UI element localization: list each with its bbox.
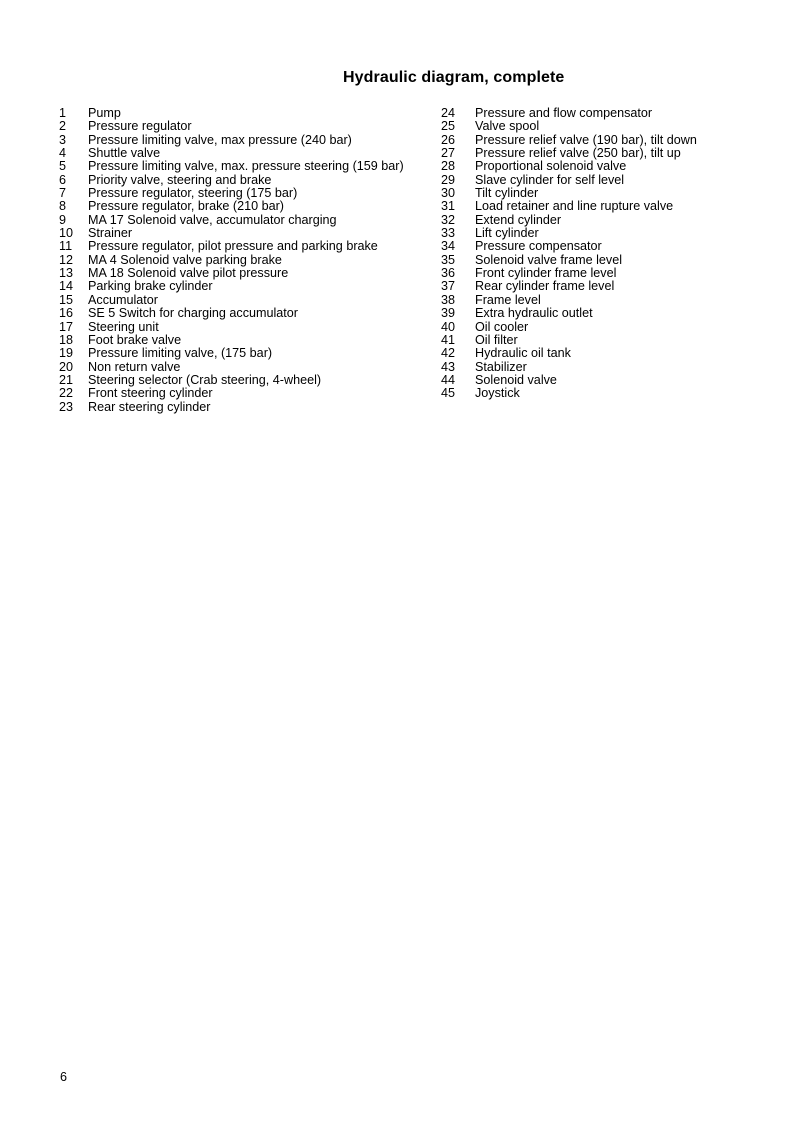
legend-item-label: Steering unit [88, 319, 159, 334]
legend-item-number: 16 [59, 306, 74, 321]
legend-item-number: 2 [59, 119, 67, 134]
legend-item [59, 240, 404, 253]
legend-item [441, 294, 697, 307]
legend-item-label: Slave cylinder for self level [475, 172, 625, 187]
legend-item [441, 187, 697, 200]
legend-item-number: 39 [441, 306, 456, 321]
legend-item-number: 32 [441, 212, 456, 227]
legend-item [59, 107, 404, 120]
legend-item [441, 214, 697, 227]
legend-item [59, 147, 404, 160]
legend-item-label: MA 4 Solenoid valve parking brake [88, 252, 282, 267]
legend-item-label: Extra hydraulic outlet [475, 306, 593, 321]
legend-item-label: Lift cylinder [475, 226, 539, 241]
legend-item [441, 387, 697, 400]
legend-item-number: 30 [441, 186, 456, 201]
legend-item-label: Valve spool [475, 119, 540, 134]
legend-item-number: 5 [59, 159, 67, 174]
legend-item [441, 240, 697, 253]
legend-item-label: MA 17 Solenoid valve, accumulator charging [88, 212, 337, 227]
legend-item [59, 267, 404, 280]
legend-item-label: Frame level [475, 292, 541, 307]
legend-item-label: MA 18 Solenoid valve pilot pressure [88, 266, 289, 281]
legend-item [59, 334, 404, 347]
legend-item-number: 9 [59, 212, 67, 227]
legend-item-label: Pressure limiting valve, max pressure (240 bar) [88, 132, 352, 147]
legend-item-label: Pressure compensator [475, 239, 602, 254]
legend-item [59, 361, 404, 374]
legend-item-number: 19 [59, 346, 74, 361]
legend-item-label: Pump [88, 106, 121, 120]
legend-item-number: 17 [59, 319, 74, 334]
legend-item-number: 38 [441, 292, 456, 307]
legend-item [59, 321, 404, 334]
legend-item-number: 29 [441, 172, 456, 187]
legend-item [441, 361, 697, 374]
legend-item-number: 7 [59, 186, 67, 201]
legend-item-label: Rear cylinder frame level [475, 279, 615, 294]
legend-item [441, 374, 697, 387]
legend-item-number: 20 [59, 359, 74, 374]
legend-item-number: 6 [59, 172, 67, 187]
legend-item-number: 35 [441, 252, 456, 267]
legend-item [441, 200, 697, 213]
legend-item [59, 174, 404, 187]
legend-item-label: Pressure regulator, brake (210 bar) [88, 199, 285, 214]
legend-item [59, 374, 404, 387]
legend-item [441, 307, 697, 320]
legend-item-label: Solenoid valve [475, 372, 557, 387]
legend-item-label: SE 5 Switch for charging accumulator [88, 306, 298, 321]
legend-item [59, 200, 404, 213]
legend-item-number: 1 [59, 106, 67, 120]
legend-item [59, 294, 404, 307]
legend-item-label: Pressure limiting valve, (175 bar) [88, 346, 273, 361]
legend-item [59, 134, 404, 147]
legend-item-number: 42 [441, 346, 456, 361]
legend-item [441, 347, 697, 360]
legend-item [441, 120, 697, 133]
legend-item-number: 34 [441, 239, 456, 254]
legend-item-label: Solenoid valve frame level [475, 252, 623, 267]
legend-item-label: Steering selector (Crab steering, 4-wheel) [88, 372, 322, 387]
legend-item [59, 227, 404, 240]
legend-item [59, 307, 404, 320]
legend-item-label: Pressure and flow compensator [475, 106, 653, 120]
legend-item-number: 23 [59, 399, 74, 414]
legend-item-number: 12 [59, 252, 74, 267]
legend-item-number: 33 [441, 226, 456, 241]
legend-item [441, 321, 697, 334]
legend-item-number: 41 [441, 332, 456, 347]
legend-item-number: 43 [441, 359, 456, 374]
legend-item-label: Joystick [475, 386, 520, 401]
legend-item-number: 21 [59, 372, 74, 387]
page-title: Hydraulic diagram, complete [343, 69, 565, 86]
legend-item-number: 13 [59, 266, 74, 281]
legend-item-label: Shuttle valve [88, 146, 161, 161]
legend-item-number: 24 [441, 106, 456, 120]
legend-item-label: Pressure regulator [88, 119, 192, 134]
legend-item-label: Stabilizer [475, 359, 527, 374]
legend-item-label: Hydraulic oil tank [475, 346, 571, 361]
page-number: 6 [60, 1070, 68, 1084]
legend-item-label: Rear steering cylinder [88, 399, 211, 414]
legend-item-label: Priority valve, steering and brake [88, 172, 272, 187]
legend-list-left [59, 107, 404, 414]
legend-item [441, 254, 697, 267]
legend-item [441, 147, 697, 160]
legend-item-label: Pressure relief valve (190 bar), tilt down [475, 132, 697, 147]
legend-item [441, 227, 697, 240]
legend-item-number: 36 [441, 266, 456, 281]
legend-item-number: 11 [59, 239, 73, 254]
legend-item-label: Proportional solenoid valve [475, 159, 627, 174]
legend-item [59, 160, 404, 173]
legend-item-number: 10 [59, 226, 74, 241]
legend-item-label: Pressure regulator, pilot pressure and parking brake [88, 239, 378, 254]
legend-item-label: Foot brake valve [88, 332, 182, 347]
legend-item [59, 280, 404, 293]
legend-item-label: Oil cooler [475, 319, 529, 334]
legend-list-right [441, 107, 697, 401]
legend-item-label: Front cylinder frame level [475, 266, 617, 281]
legend-item [59, 120, 404, 133]
legend-item-number: 28 [441, 159, 456, 174]
legend-item [441, 160, 697, 173]
legend-item-number: 27 [441, 146, 456, 161]
legend-item-number: 25 [441, 119, 456, 134]
legend-item [59, 387, 404, 400]
legend-item-number: 45 [441, 386, 456, 401]
legend-item [441, 267, 697, 280]
legend-item-label: Extend cylinder [475, 212, 562, 227]
legend-item [59, 187, 404, 200]
legend-item-number: 44 [441, 372, 456, 387]
legend-item-number: 22 [59, 386, 74, 401]
legend-item-number: 31 [441, 199, 456, 214]
legend-item [441, 334, 697, 347]
legend-item [59, 347, 404, 360]
legend-item-label: Strainer [88, 226, 133, 241]
legend-item-label: Pressure regulator, steering (175 bar) [88, 186, 298, 201]
legend-item-label: Front steering cylinder [88, 386, 213, 401]
legend-item [441, 280, 697, 293]
legend-item [59, 254, 404, 267]
legend-item-number: 4 [59, 146, 67, 161]
legend-item-number: 15 [59, 292, 74, 307]
legend-item-label: Accumulator [88, 292, 158, 307]
legend-item-number: 40 [441, 319, 456, 334]
legend-item [59, 401, 404, 414]
legend-item-label: Parking brake cylinder [88, 279, 213, 294]
legend-item-number: 8 [59, 199, 67, 214]
legend-item-label: Pressure limiting valve, max. pressure steering (159 bar) [88, 159, 404, 174]
legend-item-label: Tilt cylinder [475, 186, 539, 201]
legend-item-label: Oil filter [475, 332, 518, 347]
legend-item-number: 26 [441, 132, 456, 147]
legend-item-number: 37 [441, 279, 456, 294]
legend-item-label: Load retainer and line rupture valve [475, 199, 674, 214]
legend-item-number: 3 [59, 132, 67, 147]
legend-item [441, 134, 697, 147]
legend-item [441, 107, 697, 120]
legend-item-number: 18 [59, 332, 74, 347]
legend-item-number: 14 [59, 279, 74, 294]
legend-item [441, 174, 697, 187]
legend-item-label: Non return valve [88, 359, 181, 374]
legend-item-label: Pressure relief valve (250 bar), tilt up [475, 146, 681, 161]
legend-item [59, 214, 404, 227]
